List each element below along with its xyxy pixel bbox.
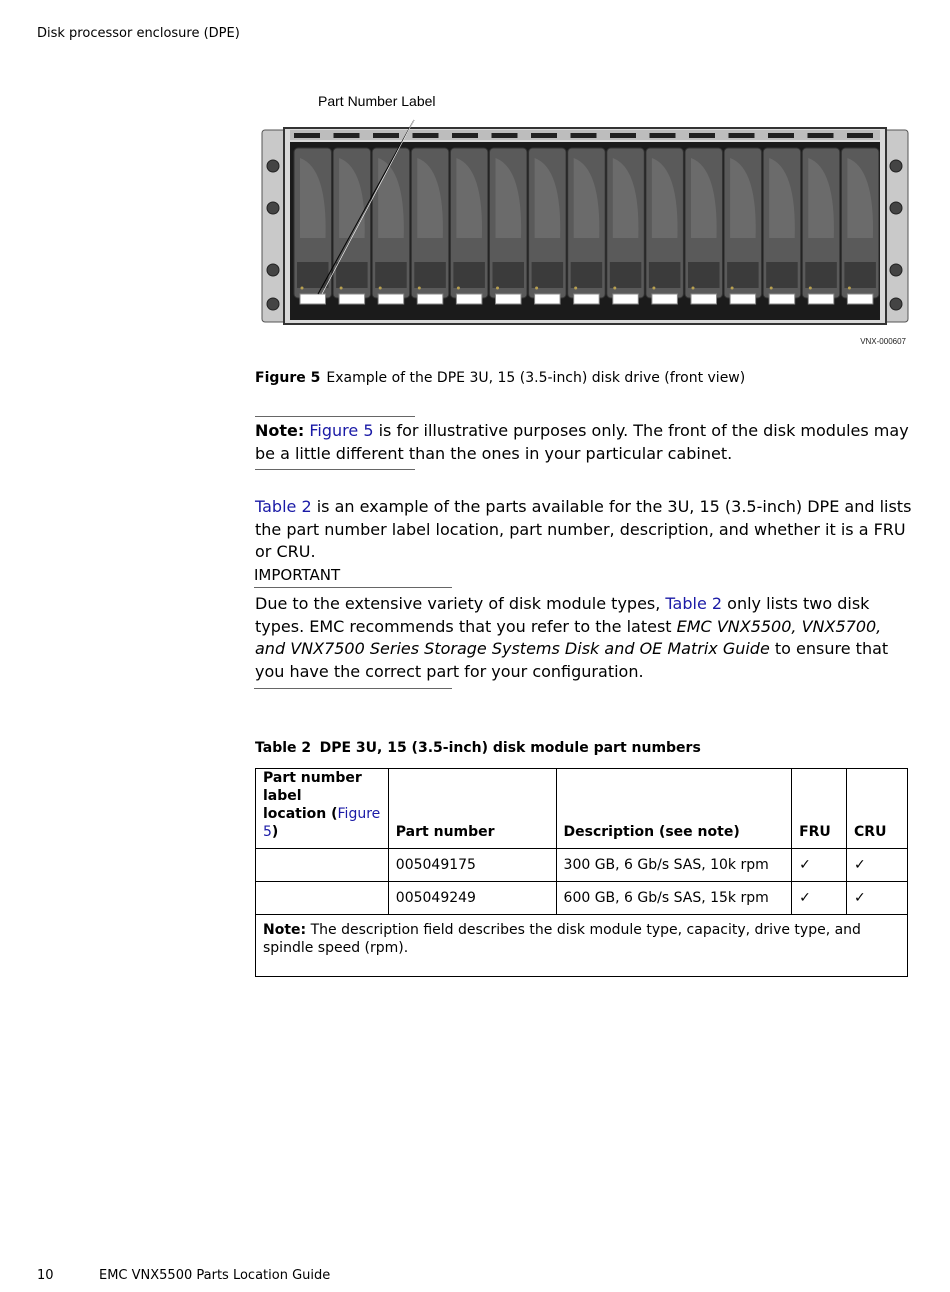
part-number-label — [652, 294, 678, 304]
disk-led — [340, 287, 343, 290]
table-caption — [255, 740, 705, 756]
part-number-label — [613, 294, 639, 304]
note-bottom-rule — [255, 469, 415, 470]
disk-led — [418, 287, 421, 290]
disk-vent — [688, 262, 720, 288]
running-header: Disk processor enclosure (DPE) — [37, 26, 240, 41]
footer-doc-title: EMC VNX5500 Parts Location Guide — [99, 1268, 331, 1283]
part-number-label — [574, 294, 600, 304]
rack-screw — [267, 160, 279, 172]
row-cru-check: ✓ — [847, 849, 908, 882]
disk-vent — [727, 262, 759, 288]
disk-led — [379, 287, 382, 290]
header-location-close: ) — [271, 824, 279, 840]
disk-led — [613, 287, 616, 290]
important-text-after: to ensure that you have the correct part for your configuration. — [255, 639, 889, 681]
table-note — [256, 915, 908, 977]
disk-led — [652, 287, 655, 290]
vent-slot — [729, 133, 755, 138]
disk-vent — [805, 262, 837, 288]
figure-image-code: VNX-000607 — [860, 337, 906, 346]
disk-led — [809, 287, 812, 290]
important-table-2-link[interactable]: Table 2 — [665, 594, 723, 613]
part-number-label — [496, 294, 522, 304]
disk-led — [301, 287, 304, 290]
disk-vent — [493, 262, 525, 288]
part-number-label — [300, 294, 326, 304]
part-number-label — [691, 294, 717, 304]
table-row — [256, 849, 908, 882]
vent-slot — [413, 133, 439, 138]
page-number: 10 — [37, 1268, 54, 1283]
matrix-guide-title: EMC VNX5500, VNX5700, and VNX7500 Series Storage Systems Disk and OE Matrix Guide — [255, 616, 882, 658]
part-number-label-callout: Part Number Label — [318, 93, 436, 109]
vent-slot — [808, 133, 834, 138]
rack-screw — [890, 202, 902, 214]
table-header-row — [256, 769, 908, 849]
vent-slot — [294, 133, 320, 138]
rack-screw — [267, 298, 279, 310]
rack-screw — [267, 264, 279, 276]
part-number-label — [417, 294, 443, 304]
disk-vent — [766, 262, 798, 288]
disk-led — [574, 287, 577, 290]
disk-vent — [649, 262, 681, 288]
intro-paragraph-text: is an example of the parts available for the 3U, 15 (3.5-inch) DPE and lists the part number label location, part number, description, and whether it is a FRU or CRU. — [255, 497, 912, 561]
header-description: Description (see note) — [556, 769, 792, 849]
table-note-row — [256, 915, 908, 977]
part-number-label — [769, 294, 795, 304]
row-location — [256, 882, 389, 915]
rack-screw — [890, 264, 902, 276]
figure-5-link[interactable]: Figure 5 — [309, 421, 374, 440]
table-note-label: Note: — [263, 922, 307, 938]
row-part-number: 005049249 — [388, 882, 556, 915]
figure-caption — [255, 370, 745, 386]
row-description: 600 GB, 6 Gb/s SAS, 15k rpm — [556, 882, 792, 915]
part-number-label — [730, 294, 756, 304]
important-top-rule — [254, 587, 452, 588]
disk-module-parts-table — [255, 768, 908, 977]
vent-slot — [531, 133, 557, 138]
row-description: 300 GB, 6 Gb/s SAS, 10k rpm — [556, 849, 792, 882]
vent-slot — [492, 133, 518, 138]
vent-slot — [768, 133, 794, 138]
part-number-label — [847, 294, 873, 304]
note-body: is for illustrative purposes only. The front of the disk modules may be a little different than the ones in your particular cabinet. — [255, 421, 909, 463]
note-top-rule — [255, 416, 415, 417]
vent-slot — [334, 133, 360, 138]
header-figure-5-link[interactable]: Figure 5 — [263, 806, 381, 840]
disk-led — [496, 287, 499, 290]
vent-slot — [452, 133, 478, 138]
row-cru-check: ✓ — [847, 882, 908, 915]
rack-screw — [267, 202, 279, 214]
disk-vent — [453, 262, 485, 288]
note-block — [255, 420, 915, 465]
vent-slot — [847, 133, 873, 138]
important-text-before: Due to the extensive variety of disk module types, — [255, 594, 666, 613]
disk-vent — [336, 262, 368, 288]
vent-slot — [571, 133, 597, 138]
right-rack-ear — [884, 130, 908, 322]
disk-led — [457, 287, 460, 290]
disk-vent — [844, 262, 876, 288]
header-part-number: Part number — [388, 769, 556, 849]
vent-slot — [373, 133, 399, 138]
row-part-number: 005049175 — [388, 849, 556, 882]
disk-led — [848, 287, 851, 290]
disk-vent — [532, 262, 564, 288]
vent-slot — [689, 133, 715, 138]
important-heading: IMPORTANT — [254, 566, 341, 584]
vent-slot — [610, 133, 636, 138]
part-number-label — [456, 294, 482, 304]
header-location-line1: Part number label — [263, 770, 362, 804]
part-number-label — [535, 294, 561, 304]
disk-led — [731, 287, 734, 290]
part-number-label — [378, 294, 404, 304]
important-block — [255, 593, 915, 683]
row-fru-check: ✓ — [792, 849, 847, 882]
rack-screw — [890, 160, 902, 172]
header-fru: FRU — [792, 769, 847, 849]
disk-led — [770, 287, 773, 290]
disk-vent — [610, 262, 642, 288]
table-row — [256, 882, 908, 915]
dpe-front-figure — [258, 88, 910, 356]
header-location-line2: location ( — [263, 806, 338, 822]
table-note-text: The description field describes the disk module type, capacity, drive type, and spindle speed (rpm). — [263, 922, 861, 956]
note-label: Note: — [255, 421, 305, 440]
table-2-link[interactable]: Table 2 — [255, 497, 312, 516]
figure-caption-text: Example of the DPE 3U, 15 (3.5-inch) disk drive (front view) — [326, 370, 746, 386]
table-caption-text: DPE 3U, 15 (3.5-inch) disk module part numbers — [319, 740, 701, 756]
row-fru-check: ✓ — [792, 882, 847, 915]
figure-caption-label: Figure 5 — [255, 370, 321, 386]
header-location — [256, 769, 389, 849]
important-bottom-rule — [254, 688, 452, 689]
table-caption-label: Table 2 — [255, 740, 312, 756]
disk-vent — [571, 262, 603, 288]
row-location — [256, 849, 389, 882]
disk-vent — [375, 262, 407, 288]
important-text-middle: only lists two disk types. EMC recommends that you refer to the latest — [255, 594, 870, 636]
header-cru: CRU — [847, 769, 908, 849]
intro-paragraph — [255, 496, 915, 564]
dpe-front-illustration — [258, 88, 910, 356]
vent-slot — [650, 133, 676, 138]
rack-screw — [890, 298, 902, 310]
disk-led — [535, 287, 538, 290]
disk-led — [692, 287, 695, 290]
part-number-label — [339, 294, 365, 304]
part-number-label — [808, 294, 834, 304]
left-rack-ear — [262, 130, 286, 322]
disk-vent — [414, 262, 446, 288]
